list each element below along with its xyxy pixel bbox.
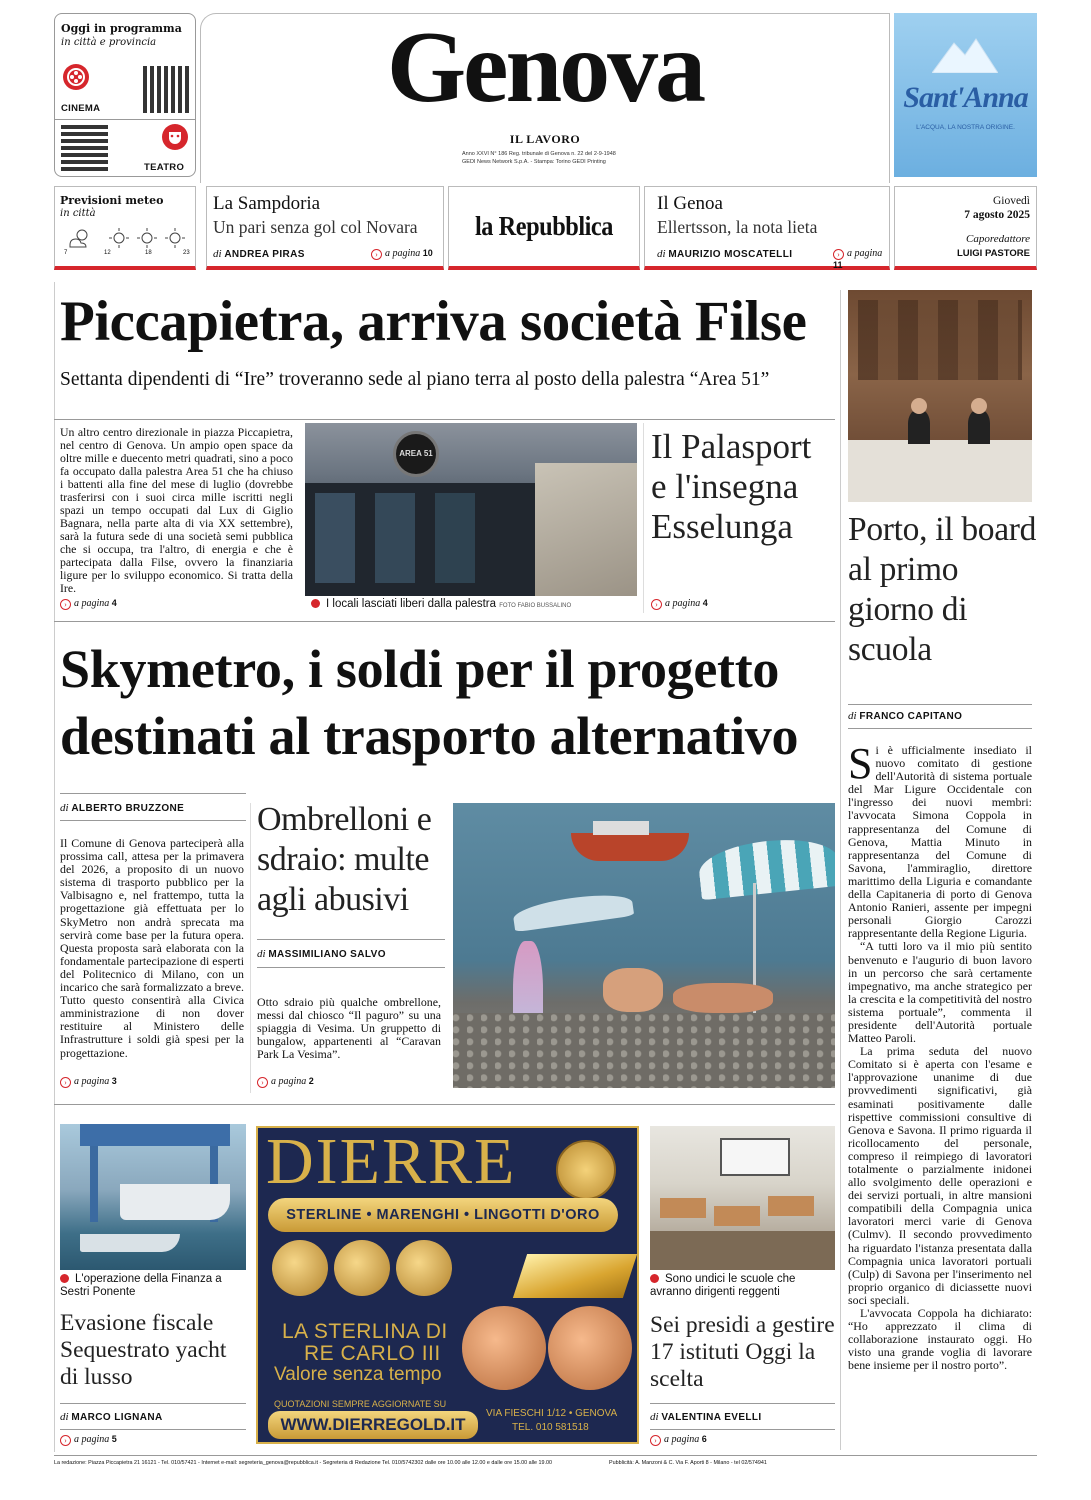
porto-byline: di FRANCO CAPITANO bbox=[848, 710, 963, 722]
lead-headline[interactable]: Piccapietra, arriva società Filse bbox=[60, 290, 807, 353]
skymetro-headline[interactable]: Skymetro, i soldi per il progetto destinati al trasporto alternativo bbox=[60, 639, 799, 766]
ad-santanna-tagline: L'ACQUA, LA NOSTRA ORIGINE. bbox=[916, 124, 1015, 131]
palasport-headline[interactable]: Il Palasport e l'insegna Esselunga bbox=[651, 427, 812, 546]
footer-pubblicita: Pubblicità: A. Manzoni & C. Via F. Aporti 8 - Milano - tel 02/574941 bbox=[609, 1460, 767, 1466]
porto-headline[interactable]: Porto, il board al primo giorno di scuola bbox=[848, 511, 1037, 668]
meteo-hour: 18 bbox=[145, 250, 152, 256]
editor-role: Caporedattore bbox=[966, 233, 1030, 245]
evasione-headline[interactable]: Evasione fiscale Sequestrato yacht di lusso bbox=[60, 1310, 227, 1390]
genoa-team: Il Genoa bbox=[657, 193, 723, 214]
ombrelloni-pageref[interactable]: › a pagina 2 bbox=[257, 1076, 314, 1088]
evasione-byline: di MARCO LIGNANA bbox=[60, 1411, 163, 1423]
porto-dropcap: S bbox=[848, 739, 873, 788]
gold-coin bbox=[396, 1240, 452, 1296]
evasione-pageref[interactable]: › a pagina 5 bbox=[60, 1434, 117, 1446]
lead-pageref[interactable]: › a pagina 4 bbox=[60, 598, 117, 610]
board-photo bbox=[848, 290, 1032, 502]
porto-body: Si è ufficialmente insediato il nuovo comitato di gestione dell'Autorità di sistema portuale del Mar Ligure Occidentale con l'ingresso dei nuovi membri: l'avvocata Simona Coppola in rappresentanza del Comune di Genova, Mattia Minuto in rappresentanza del Comune di Savona, l'ammiraglio, direttore marittimo della Liguria e comandante della Capitaneria di porto di Genova Antonio Ranieri, assente per impegni personali Giorgio Carozzi rappresentante della Regione Liguria. “A tutti loro va il mio più sentito benvenuto e l'augurio di buon lavoro in un percorso che sarà certamente impegnativo, ma anche strategico per la crescita e la competitività del nostro sistema portuale”, commenta il presidente dell'Autorità portuale Matteo Paroli. La prima seduta del nuovo Comitato si è aperta con l'esame e l'approvazione unanime di due provvedimenti significativi, già esaminati positivamente dalle rispettive commissioni consultive di Genova e Savona. Il primo riguarda il ricollocamento del personale, compreso il reimpiego di lavoratori totalmente o parzialmente inidonei allo svolgimento delle operazioni e dei servizi portuali, in altre mansioni compatibili della Compagnia unica lavoratori merci varie di Genova (Culmv). Il secondo provvedimento ha riguardato l'istanza presentata dalla Compagnia unica lavoratori portuali (Culp) di Savona per l'inserimento nel proprio organico di diciassette nuovi soci speciali. L'avvocata Coppola ha dichiarato: “Ho apprezzato il clima di collaborazione instaurato oggi. Ho visto una grande voglia di lavorare bene insieme per il nostro porto”. bbox=[848, 739, 1032, 1373]
sun-icon bbox=[163, 227, 187, 249]
presidi-pageref[interactable]: › a pagina 6 bbox=[650, 1434, 707, 1446]
editor-name: LUIGI PASTORE bbox=[956, 248, 1030, 259]
cinema-label[interactable]: CINEMA bbox=[61, 103, 101, 114]
dierre-address: VIA FIESCHI 1/12 • GENOVA bbox=[486, 1408, 618, 1419]
sampdoria-pageref[interactable]: › a pagina 10 bbox=[371, 248, 433, 260]
skymetro-pageref[interactable]: › a pagina 3 bbox=[60, 1076, 117, 1088]
dierre-phone: TEL. 010 581518 bbox=[512, 1422, 589, 1433]
dierre-coin-logo bbox=[556, 1140, 616, 1200]
skymetro-body: Il Comune di Genova parteciperà alla prossima call, attesa per la primavera del 2026, a proposito di un nuovo sistema di trasporto pubblico per la Valbisagno e, nel frattempo, tutta la progettazione già effettuata per lo SkyMetro non andrà sprecata ma servirà come base per la futura opera. Questa proposta sarà elaborata con la fondamentale partecipazione di esperti del Politecnico di Milano, con un incarico che sarà formalizzato a breve. Tutto questo consentirà alla Civica amministrazione di non dover restituire al Ministero delle Infrastrutture i soldi già spesi per la progettazione. bbox=[60, 836, 244, 1060]
ad-santanna-brand: Sant'Anna bbox=[903, 81, 1028, 114]
dierre-url[interactable]: WWW.DIERREGOLD.IT bbox=[268, 1411, 478, 1439]
masthead-subtitle: IL LAVORO bbox=[509, 132, 581, 146]
lead-body: Un altro centro direzionale in piazza Piccapietra, nel centro di Genova. Un ampio open space da oltre mille e duecento metri quadrati, sino a poco fa occupato dalla palestra Area 51 che ha chiuso i battenti alla fine del mese di luglio (dovrebbe trasferirsi con i suoi circa mille iscritti negli spazi un tempo occupati dal Lux di Giglio Bagnara, nella parte alta di via XX settembre), sarà la futura sede di una società semi pubblica che si occupa, tra l'altro, di energia e che è partecipata dalla Filse, ovvero la finanziaria ligure per lo sviluppo economico. Si tratta della Ire. bbox=[60, 425, 293, 595]
registration-line-1: Anno XXVI N° 186 Reg. tribunale di Genova n. 22 del 2-9-1948 bbox=[462, 151, 616, 157]
yacht-caption: L'operazione della Finanza a Sestri Ponente bbox=[60, 1273, 222, 1298]
gold-coin bbox=[272, 1240, 328, 1296]
sun-icon bbox=[135, 227, 159, 249]
programma-box bbox=[54, 13, 196, 177]
area51-photo bbox=[305, 423, 637, 596]
sampdoria-headline[interactable]: Un pari senza gol col Novara bbox=[213, 217, 418, 237]
skymetro-byline: di ALBERTO BRUZZONE bbox=[60, 802, 185, 814]
genoa-headline[interactable]: Ellertsson, la nota lieta bbox=[657, 217, 818, 237]
lead-subhead: Settanta dipendenti di “Ire” troveranno sede al piano terra al posto della palestra “Area 51” bbox=[60, 369, 770, 390]
meteo-hour: 7 bbox=[64, 250, 68, 256]
footer-redazione: La redazione: Piazza Piccapietra 21 16121 - Tel. 010/57421 - Internet e-mail: segreteria_genova@repubblica.it - Segreteria di Redazione Tel. 010/5742302 dalle ore 10.00 alle 12.00 e dalle ore 15.00 alle 19.00 bbox=[54, 1460, 552, 1466]
meteo-subtitle: in città bbox=[60, 208, 96, 219]
gold-coin bbox=[334, 1240, 390, 1296]
classroom-photo bbox=[650, 1126, 835, 1270]
date-box bbox=[894, 186, 1037, 270]
palasport-pageref[interactable]: › a pagina 4 bbox=[651, 598, 708, 610]
sampdoria-box[interactable] bbox=[206, 186, 444, 270]
gold-coin bbox=[462, 1306, 546, 1390]
ombrelloni-body: Otto sdraio più qualche ombrellone, messi dal chiosco “Il paguro” su una spiaggia di Vesima. Un gruppetto di bungalow, appartenenti al “Caravan Park La Vesima”. bbox=[257, 995, 441, 1062]
date-day: Giovedì bbox=[992, 195, 1030, 207]
dierre-quote: QUOTAZIONI SEMPRE AGGIORNATE SU bbox=[274, 1399, 447, 1409]
dierre-slogan-2: RE CARLO III bbox=[304, 1342, 441, 1365]
area51-caption: I locali lasciati liberi dalla palestra FOTO FABIO BUSSALINO bbox=[311, 598, 571, 613]
genoa-pageref[interactable]: › a pagina 11 bbox=[833, 248, 883, 270]
mountain-icon bbox=[932, 35, 998, 73]
genoa-box[interactable] bbox=[644, 186, 890, 270]
date-date: 7 agosto 2025 bbox=[964, 209, 1030, 221]
classroom-caption: Sono undici le scuole che avranno dirigenti reggenti bbox=[650, 1273, 796, 1298]
programma-title: Oggi in programma bbox=[61, 22, 182, 35]
meteo-hour: 12 bbox=[104, 250, 111, 256]
meteo-box bbox=[54, 186, 196, 270]
sampdoria-team: La Sampdoria bbox=[213, 193, 321, 214]
qr-cinema[interactable] bbox=[143, 66, 190, 113]
masthead-title: Genova bbox=[386, 11, 704, 124]
beach-photo bbox=[453, 803, 835, 1088]
teatro-label[interactable]: TEATRO bbox=[144, 162, 185, 173]
presidi-byline: di VALENTINA EVELLI bbox=[650, 1411, 762, 1423]
dierre-slogan-1: LA STERLINA DI bbox=[282, 1320, 448, 1343]
dierre-products: STERLINE • MARENGHI • LINGOTTI D'ORO bbox=[268, 1198, 618, 1232]
qr-teatro[interactable] bbox=[61, 124, 108, 171]
registration-line-2: GEDI News Network S.p.A. - Stampa: Torino GEDI Printing bbox=[462, 159, 606, 165]
theater-masks-icon[interactable] bbox=[162, 124, 188, 150]
ad-santanna[interactable] bbox=[894, 13, 1037, 177]
meteo-title: Previsioni meteo bbox=[60, 194, 164, 207]
sampdoria-byline: di ANDREA PIRAS bbox=[213, 248, 305, 260]
gold-coin bbox=[548, 1306, 632, 1390]
sun-icon bbox=[107, 227, 131, 249]
ad-dierre[interactable] bbox=[256, 1126, 639, 1444]
gold-ingot bbox=[513, 1254, 637, 1298]
dierre-slogan-3: Valore senza tempo bbox=[274, 1364, 442, 1385]
area51-sign: AREA 51 bbox=[393, 431, 439, 477]
film-reel-icon[interactable] bbox=[63, 64, 89, 90]
repubblica-logo: la Repubblica bbox=[475, 211, 613, 241]
partly-cloudy-icon bbox=[67, 227, 91, 249]
meteo-hour: 23 bbox=[183, 250, 190, 256]
genoa-byline: di MAURIZIO MOSCATELLI bbox=[657, 248, 793, 260]
repubblica-box bbox=[448, 186, 640, 270]
ombrelloni-byline: di MASSIMILIANO SALVO bbox=[257, 948, 386, 960]
programma-subtitle: in città e provincia bbox=[61, 37, 157, 48]
ombrelloni-headline[interactable]: Ombrelloni e sdraio: multe agli abusivi bbox=[257, 801, 432, 918]
dierre-brand: DIERRE bbox=[266, 1126, 517, 1198]
yacht-photo bbox=[60, 1124, 246, 1270]
presidi-headline[interactable]: Sei presidi a gestire 17 istituti Oggi la scelta bbox=[650, 1312, 835, 1392]
